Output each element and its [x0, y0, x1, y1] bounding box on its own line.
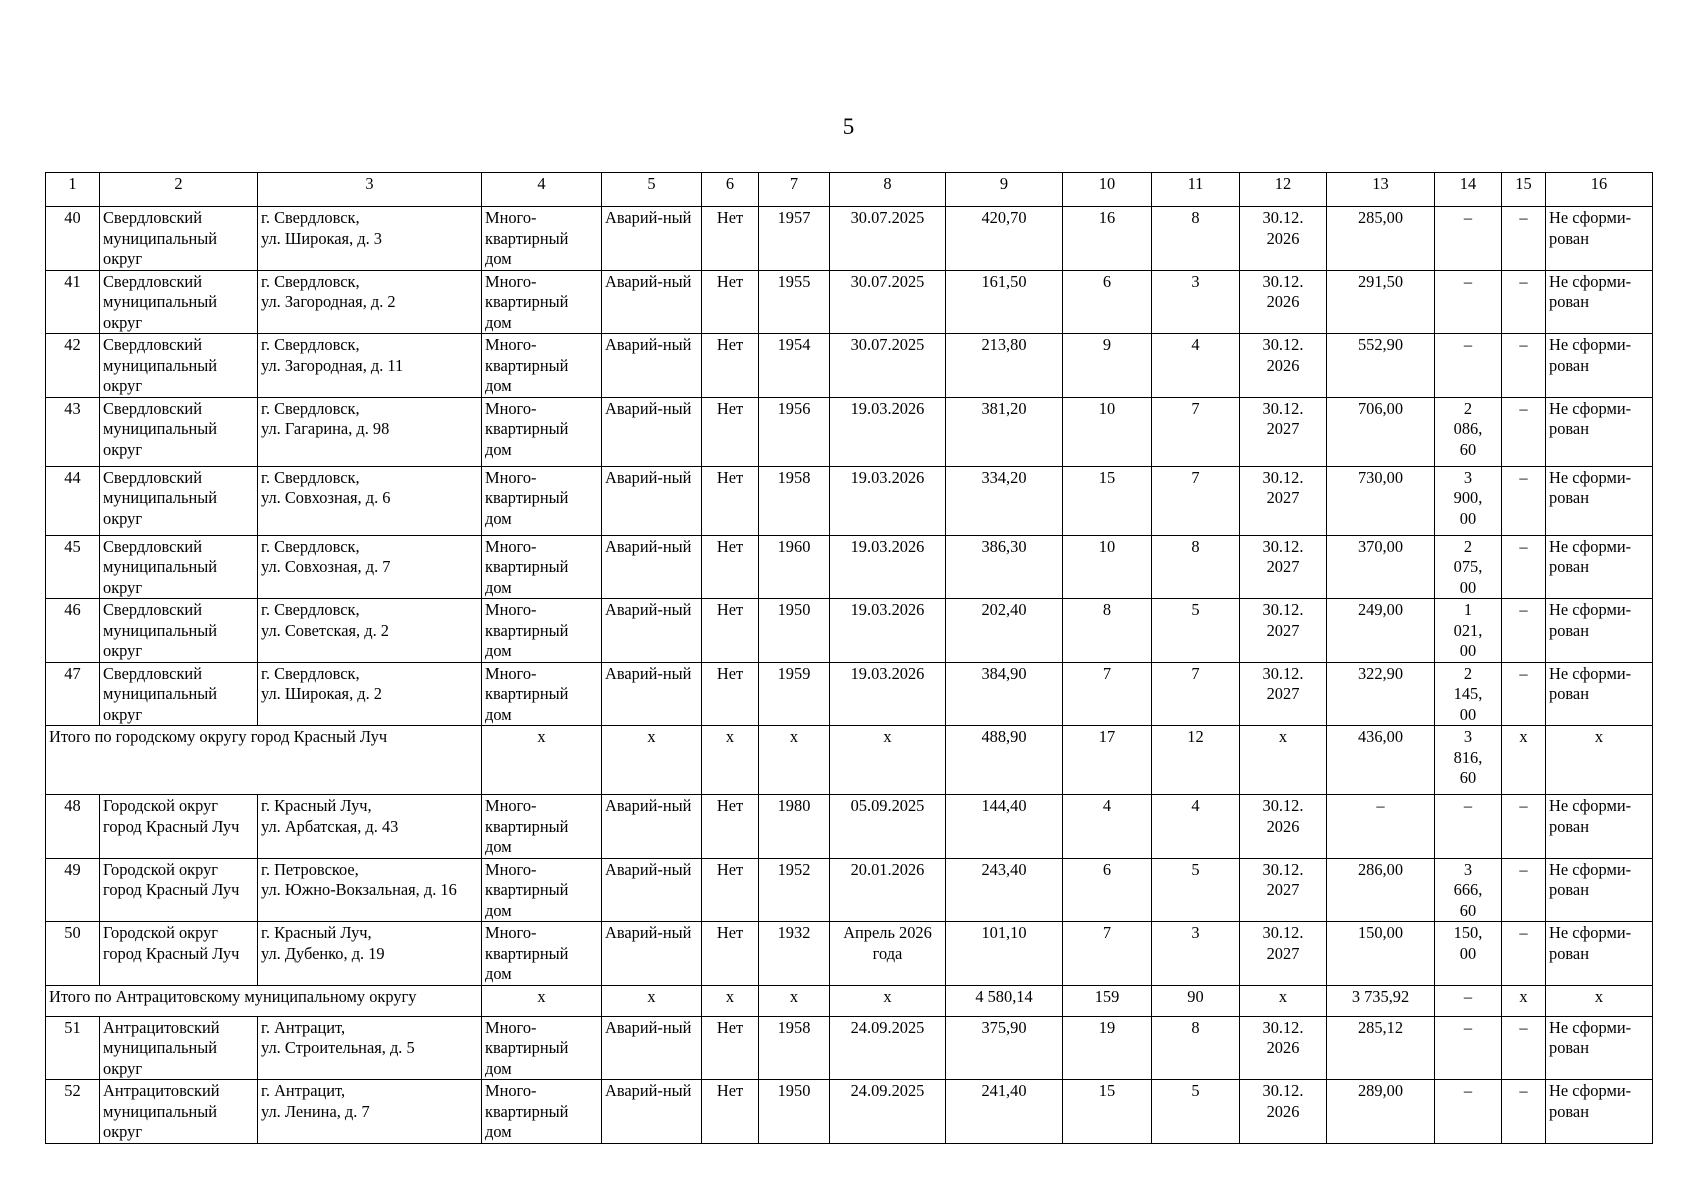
cell-area: 386,30 [946, 535, 1063, 599]
cell-funding: – [1435, 207, 1502, 271]
cell-condition: Аварий-ный [602, 922, 702, 986]
cell-condition: Аварий-ный [602, 207, 702, 271]
cell-cultural-heritage: Нет [702, 662, 759, 726]
cell-recognition-date: 24.09.2025 [830, 1016, 946, 1080]
cell-municipality: Свердловский муниципальный округ [100, 397, 258, 466]
column-header-3: 3 [258, 173, 482, 207]
cell-extra: – [1502, 795, 1546, 859]
cell-cultural-heritage: Нет [702, 207, 759, 271]
subtotal-cell-units: 90 [1152, 985, 1240, 1016]
subtotal-cell-residents: 159 [1063, 985, 1152, 1016]
cell-cost: – [1327, 795, 1435, 859]
cell-units: 5 [1152, 599, 1240, 663]
cell-funding: 1 021, 00 [1435, 599, 1502, 663]
cell-building-type: Много-квартирный дом [482, 922, 602, 986]
cell-planned-date: 30.12. 2027 [1240, 662, 1327, 726]
cell-building-type: Много-квартирный дом [482, 334, 602, 398]
cell-program-status: Не сформи-рован [1546, 270, 1653, 334]
cell-residents: 16 [1063, 207, 1152, 271]
cell-building-type: Много-квартирный дом [482, 795, 602, 859]
cell-building-type: Много-квартирный дом [482, 397, 602, 466]
table-row [46, 922, 1653, 986]
table-row [46, 466, 1653, 535]
subtotal-cell-funding: 3 816, 60 [1435, 726, 1502, 795]
cell-construction-year: 1960 [759, 535, 830, 599]
cell-condition: Аварий-ный [602, 466, 702, 535]
cell-row-number: 44 [46, 466, 100, 535]
table-row [46, 795, 1653, 859]
cell-planned-date: 30.12. 2026 [1240, 334, 1327, 398]
cell-residents: 7 [1063, 662, 1152, 726]
cell-condition: Аварий-ный [602, 599, 702, 663]
cell-program-status: Не сформи-рован [1546, 207, 1653, 271]
cell-extra: – [1502, 922, 1546, 986]
column-header-9: 9 [946, 173, 1063, 207]
cell-condition: Аварий-ный [602, 397, 702, 466]
cell-construction-year: 1950 [759, 599, 830, 663]
cell-cost: 285,00 [1327, 207, 1435, 271]
cell-extra: – [1502, 1080, 1546, 1144]
cell-building-type: Много-квартирный дом [482, 1080, 602, 1144]
cell-planned-date: 30.12. 2027 [1240, 858, 1327, 922]
table-row [46, 270, 1653, 334]
cell-row-number: 46 [46, 599, 100, 663]
cell-planned-date: 30.12. 2026 [1240, 270, 1327, 334]
cell-area: 101,10 [946, 922, 1063, 986]
cell-cultural-heritage: Нет [702, 1016, 759, 1080]
cell-program-status: Не сформи-рован [1546, 466, 1653, 535]
cell-cultural-heritage: Нет [702, 334, 759, 398]
cell-cultural-heritage: Нет [702, 922, 759, 986]
cell-row-number: 42 [46, 334, 100, 398]
cell-planned-date: 30.12. 2026 [1240, 1080, 1327, 1144]
cell-units: 7 [1152, 662, 1240, 726]
cell-funding: 3 900, 00 [1435, 466, 1502, 535]
cell-extra: – [1502, 334, 1546, 398]
subtotal-cell-area: 488,90 [946, 726, 1063, 795]
cell-units: 5 [1152, 1080, 1240, 1144]
subtotal-cell-building-type: х [482, 985, 602, 1016]
cell-recognition-date: 30.07.2025 [830, 207, 946, 271]
cell-area: 384,90 [946, 662, 1063, 726]
cell-cost: 730,00 [1327, 466, 1435, 535]
cell-building-type: Много-квартирный дом [482, 466, 602, 535]
cell-funding: – [1435, 1080, 1502, 1144]
cell-extra: – [1502, 535, 1546, 599]
cell-planned-date: 30.12. 2027 [1240, 922, 1327, 986]
cell-address: г. Свердловск, ул. Советская, д. 2 [258, 599, 482, 663]
cell-row-number: 48 [46, 795, 100, 859]
subtotal-cell-recognition-date: х [830, 985, 946, 1016]
cell-planned-date: 30.12. 2026 [1240, 207, 1327, 271]
cell-municipality: Свердловский муниципальный округ [100, 207, 258, 271]
column-header-4: 4 [482, 173, 602, 207]
cell-program-status: Не сформи-рован [1546, 858, 1653, 922]
cell-area: 334,20 [946, 466, 1063, 535]
cell-cultural-heritage: Нет [702, 466, 759, 535]
cell-row-number: 45 [46, 535, 100, 599]
cell-building-type: Много-квартирный дом [482, 535, 602, 599]
cell-municipality: Свердловский муниципальный округ [100, 270, 258, 334]
cell-units: 8 [1152, 207, 1240, 271]
cell-cost: 322,90 [1327, 662, 1435, 726]
cell-cost: 285,12 [1327, 1016, 1435, 1080]
cell-units: 4 [1152, 795, 1240, 859]
column-header-6: 6 [702, 173, 759, 207]
table-row [46, 1080, 1653, 1144]
cell-program-status: Не сформи-рован [1546, 662, 1653, 726]
cell-construction-year: 1980 [759, 795, 830, 859]
cell-funding: – [1435, 270, 1502, 334]
cell-planned-date: 30.12. 2026 [1240, 795, 1327, 859]
table-row [46, 535, 1653, 599]
cell-municipality: Городской округ город Красный Луч [100, 858, 258, 922]
cell-row-number: 51 [46, 1016, 100, 1080]
cell-municipality: Свердловский муниципальный округ [100, 662, 258, 726]
cell-extra: – [1502, 662, 1546, 726]
subtotal-row [46, 726, 1653, 795]
column-header-14: 14 [1435, 173, 1502, 207]
subtotal-cell-planned-date: х [1240, 726, 1327, 795]
cell-municipality: Городской округ город Красный Луч [100, 795, 258, 859]
cell-construction-year: 1955 [759, 270, 830, 334]
cell-municipality: Свердловский муниципальный округ [100, 535, 258, 599]
cell-program-status: Не сформи-рован [1546, 397, 1653, 466]
cell-funding: – [1435, 795, 1502, 859]
subtotal-cell-area: 4 580,14 [946, 985, 1063, 1016]
cell-units: 7 [1152, 397, 1240, 466]
cell-recognition-date: 19.03.2026 [830, 535, 946, 599]
subtotal-cell-extra: х [1502, 985, 1546, 1016]
cell-address: г. Петровское, ул. Южно-Вокзальная, д. 16 [258, 858, 482, 922]
cell-construction-year: 1954 [759, 334, 830, 398]
cell-construction-year: 1959 [759, 662, 830, 726]
cell-recognition-date: 05.09.2025 [830, 795, 946, 859]
cell-row-number: 43 [46, 397, 100, 466]
cell-address: г. Антрацит, ул. Строительная, д. 5 [258, 1016, 482, 1080]
cell-municipality: Антрацитовский муниципальный округ [100, 1080, 258, 1144]
cell-units: 3 [1152, 270, 1240, 334]
cell-area: 381,20 [946, 397, 1063, 466]
subtotal-cell-cost: 3 735,92 [1327, 985, 1435, 1016]
cell-funding: – [1435, 334, 1502, 398]
table-row [46, 334, 1653, 398]
cell-cultural-heritage: Нет [702, 795, 759, 859]
cell-address: г. Свердловск, ул. Широкая, д. 2 [258, 662, 482, 726]
column-header-7: 7 [759, 173, 830, 207]
cell-condition: Аварий-ный [602, 858, 702, 922]
cell-extra: – [1502, 207, 1546, 271]
subtotal-label: Итого по городскому округу город Красный Луч [46, 726, 482, 795]
subtotal-cell-construction-year: х [759, 726, 830, 795]
cell-area: 241,40 [946, 1080, 1063, 1144]
cell-construction-year: 1950 [759, 1080, 830, 1144]
cell-extra: – [1502, 858, 1546, 922]
cell-cost: 249,00 [1327, 599, 1435, 663]
cell-funding: 150, 00 [1435, 922, 1502, 986]
column-header-15: 15 [1502, 173, 1546, 207]
subtotal-cell-funding: – [1435, 985, 1502, 1016]
cell-program-status: Не сформи-рован [1546, 1016, 1653, 1080]
cell-recognition-date: 19.03.2026 [830, 397, 946, 466]
cell-recognition-date: 30.07.2025 [830, 270, 946, 334]
cell-municipality: Антрацитовский муниципальный округ [100, 1016, 258, 1080]
subtotal-cell-cost: 436,00 [1327, 726, 1435, 795]
column-header-8: 8 [830, 173, 946, 207]
cell-building-type: Много-квартирный дом [482, 207, 602, 271]
cell-residents: 4 [1063, 795, 1152, 859]
subtotal-cell-residents: 17 [1063, 726, 1152, 795]
cell-row-number: 40 [46, 207, 100, 271]
cell-condition: Аварий-ный [602, 1080, 702, 1144]
cell-program-status: Не сформи-рован [1546, 334, 1653, 398]
cell-row-number: 52 [46, 1080, 100, 1144]
cell-address: г. Красный Луч, ул. Дубенко, д. 19 [258, 922, 482, 986]
cell-units: 7 [1152, 466, 1240, 535]
cell-recognition-date: 20.01.2026 [830, 858, 946, 922]
column-header-13: 13 [1327, 173, 1435, 207]
cell-extra: – [1502, 270, 1546, 334]
column-header-2: 2 [100, 173, 258, 207]
cell-planned-date: 30.12. 2027 [1240, 397, 1327, 466]
cell-address: г. Свердловск, ул. Загородная, д. 11 [258, 334, 482, 398]
cell-recognition-date: 19.03.2026 [830, 599, 946, 663]
cell-planned-date: 30.12. 2027 [1240, 599, 1327, 663]
cell-cultural-heritage: Нет [702, 535, 759, 599]
cell-program-status: Не сформи-рован [1546, 535, 1653, 599]
cell-condition: Аварий-ный [602, 795, 702, 859]
cell-funding: 2 075, 00 [1435, 535, 1502, 599]
cell-row-number: 47 [46, 662, 100, 726]
cell-address: г. Свердловск, ул. Совхозная, д. 7 [258, 535, 482, 599]
cell-residents: 7 [1063, 922, 1152, 986]
cell-cultural-heritage: Нет [702, 599, 759, 663]
cell-construction-year: 1952 [759, 858, 830, 922]
cell-construction-year: 1958 [759, 1016, 830, 1080]
cell-residents: 8 [1063, 599, 1152, 663]
column-header-1: 1 [46, 173, 100, 207]
cell-address: г. Свердловск, ул. Загородная, д. 2 [258, 270, 482, 334]
subtotal-cell-cultural-heritage: х [702, 726, 759, 795]
cell-recognition-date: Апрель 2026 года [830, 922, 946, 986]
cell-residents: 6 [1063, 858, 1152, 922]
cell-residents: 9 [1063, 334, 1152, 398]
cell-address: г. Свердловск, ул. Совхозная, д. 6 [258, 466, 482, 535]
cell-program-status: Не сформи-рован [1546, 795, 1653, 859]
cell-residents: 15 [1063, 1080, 1152, 1144]
column-header-11: 11 [1152, 173, 1240, 207]
cell-recognition-date: 24.09.2025 [830, 1080, 946, 1144]
cell-address: г. Антрацит, ул. Ленина, д. 7 [258, 1080, 482, 1144]
cell-building-type: Много-квартирный дом [482, 1016, 602, 1080]
cell-program-status: Не сформи-рован [1546, 599, 1653, 663]
cell-building-type: Много-квартирный дом [482, 858, 602, 922]
cell-cultural-heritage: Нет [702, 397, 759, 466]
subtotal-cell-extra: х [1502, 726, 1546, 795]
cell-residents: 6 [1063, 270, 1152, 334]
subtotal-cell-building-type: х [482, 726, 602, 795]
subtotal-cell-construction-year: х [759, 985, 830, 1016]
cell-funding: 2 145, 00 [1435, 662, 1502, 726]
column-header-12: 12 [1240, 173, 1327, 207]
cell-cost: 289,00 [1327, 1080, 1435, 1144]
table-row [46, 1016, 1653, 1080]
subtotal-cell-cultural-heritage: х [702, 985, 759, 1016]
cell-municipality: Городской округ город Красный Луч [100, 922, 258, 986]
table-row [46, 662, 1653, 726]
cell-extra: – [1502, 599, 1546, 663]
cell-cost: 150,00 [1327, 922, 1435, 986]
subtotal-label: Итого по Антрацитовскому муниципальному округу [46, 985, 482, 1016]
subtotal-cell-condition: х [602, 985, 702, 1016]
subtotal-cell-condition: х [602, 726, 702, 795]
cell-building-type: Много-квартирный дом [482, 662, 602, 726]
cell-cultural-heritage: Нет [702, 858, 759, 922]
page-number: 5 [842, 114, 855, 139]
cell-condition: Аварий-ный [602, 535, 702, 599]
cell-residents: 19 [1063, 1016, 1152, 1080]
cell-extra: – [1502, 397, 1546, 466]
cell-construction-year: 1932 [759, 922, 830, 986]
cell-recognition-date: 30.07.2025 [830, 334, 946, 398]
cell-condition: Аварий-ный [602, 334, 702, 398]
table-row [46, 207, 1653, 271]
cell-area: 375,90 [946, 1016, 1063, 1080]
cell-area: 243,40 [946, 858, 1063, 922]
subtotal-cell-program-status: х [1546, 726, 1653, 795]
cell-area: 161,50 [946, 270, 1063, 334]
cell-extra: – [1502, 1016, 1546, 1080]
cell-area: 202,40 [946, 599, 1063, 663]
cell-planned-date: 30.12. 2026 [1240, 1016, 1327, 1080]
cell-funding: 2 086, 60 [1435, 397, 1502, 466]
subtotal-cell-planned-date: х [1240, 985, 1327, 1016]
cell-program-status: Не сформи-рован [1546, 922, 1653, 986]
cell-row-number: 50 [46, 922, 100, 986]
cell-residents: 10 [1063, 397, 1152, 466]
subtotal-cell-recognition-date: х [830, 726, 946, 795]
cell-area: 420,70 [946, 207, 1063, 271]
cell-cultural-heritage: Нет [702, 270, 759, 334]
cell-construction-year: 1957 [759, 207, 830, 271]
cell-planned-date: 30.12. 2027 [1240, 535, 1327, 599]
cell-area: 213,80 [946, 334, 1063, 398]
cell-address: г. Свердловск, ул. Гагарина, д. 98 [258, 397, 482, 466]
column-header-5: 5 [602, 173, 702, 207]
cell-cultural-heritage: Нет [702, 1080, 759, 1144]
cell-construction-year: 1956 [759, 397, 830, 466]
cell-units: 4 [1152, 334, 1240, 398]
table-row [46, 599, 1653, 663]
cell-address: г. Красный Луч, ул. Арбатская, д. 43 [258, 795, 482, 859]
cell-recognition-date: 19.03.2026 [830, 662, 946, 726]
cell-municipality: Свердловский муниципальный округ [100, 334, 258, 398]
cell-address: г. Свердловск, ул. Широкая, д. 3 [258, 207, 482, 271]
cell-cost: 552,90 [1327, 334, 1435, 398]
cell-row-number: 41 [46, 270, 100, 334]
cell-condition: Аварий-ный [602, 1016, 702, 1080]
cell-units: 8 [1152, 1016, 1240, 1080]
cell-row-number: 49 [46, 858, 100, 922]
cell-planned-date: 30.12. 2027 [1240, 466, 1327, 535]
cell-funding: 3 666, 60 [1435, 858, 1502, 922]
column-header-10: 10 [1063, 173, 1152, 207]
column-header-16: 16 [1546, 173, 1653, 207]
cell-cost: 706,00 [1327, 397, 1435, 466]
cell-cost: 370,00 [1327, 535, 1435, 599]
cell-condition: Аварий-ный [602, 662, 702, 726]
cell-building-type: Много-квартирный дом [482, 270, 602, 334]
subtotal-row [46, 985, 1653, 1016]
cell-municipality: Свердловский муниципальный округ [100, 466, 258, 535]
cell-cost: 286,00 [1327, 858, 1435, 922]
cell-building-type: Много-квартирный дом [482, 599, 602, 663]
cell-residents: 10 [1063, 535, 1152, 599]
table-row [46, 397, 1653, 466]
cell-recognition-date: 19.03.2026 [830, 466, 946, 535]
cell-municipality: Свердловский муниципальный округ [100, 599, 258, 663]
cell-funding: – [1435, 1016, 1502, 1080]
housing-registry-table [45, 172, 1653, 1144]
subtotal-cell-program-status: х [1546, 985, 1653, 1016]
cell-units: 8 [1152, 535, 1240, 599]
cell-condition: Аварий-ный [602, 270, 702, 334]
cell-cost: 291,50 [1327, 270, 1435, 334]
cell-units: 3 [1152, 922, 1240, 986]
cell-residents: 15 [1063, 466, 1152, 535]
subtotal-cell-units: 12 [1152, 726, 1240, 795]
cell-construction-year: 1958 [759, 466, 830, 535]
cell-units: 5 [1152, 858, 1240, 922]
table-header-row [46, 173, 1653, 207]
cell-program-status: Не сформи-рован [1546, 1080, 1653, 1144]
cell-extra: – [1502, 466, 1546, 535]
cell-area: 144,40 [946, 795, 1063, 859]
table-row [46, 858, 1653, 922]
